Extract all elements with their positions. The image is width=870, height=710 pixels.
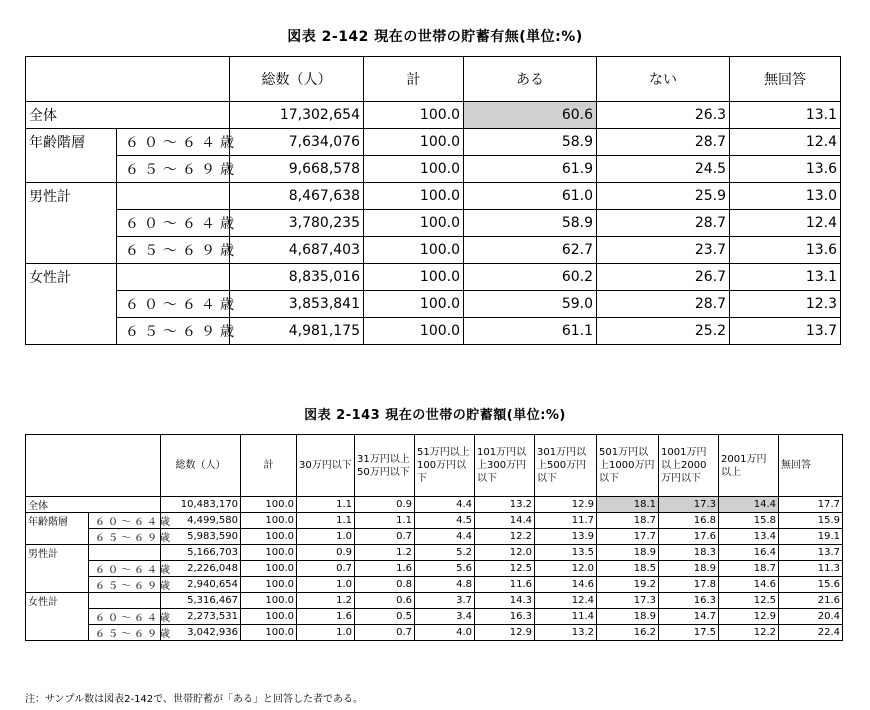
table-row bbox=[26, 609, 843, 625]
table-cell: 18.9 bbox=[659, 561, 719, 577]
row-group-label bbox=[26, 237, 117, 264]
table-row bbox=[26, 593, 843, 609]
table-cell: 61.9 bbox=[464, 156, 597, 183]
table-cell: 28.7 bbox=[597, 291, 730, 318]
table2-title: 図表 2-143 現在の世帯の貯蓄額(単位:%) bbox=[304, 408, 566, 423]
table-row bbox=[26, 102, 841, 129]
table-cell: 1.0 bbox=[297, 529, 355, 545]
column-header: 総数（人） bbox=[161, 435, 241, 497]
table-cell: 1.0 bbox=[297, 625, 355, 641]
table-cell: 12.2 bbox=[719, 625, 779, 641]
table-cell: 5,316,467 bbox=[161, 593, 241, 609]
table-cell: 17.7 bbox=[779, 497, 843, 513]
table-row bbox=[26, 577, 843, 593]
column-header: 101万円以上300万円以下 bbox=[475, 435, 535, 497]
table-cell: 100.0 bbox=[364, 102, 464, 129]
table-cell: 19.2 bbox=[597, 577, 659, 593]
table-cell: 14.4 bbox=[719, 497, 779, 513]
row-sub-label bbox=[89, 593, 161, 609]
table-row bbox=[26, 513, 843, 529]
row-sub-label: ６５～６９歳 bbox=[89, 577, 161, 593]
column-header: 無回答 bbox=[730, 57, 841, 102]
table-cell: 0.8 bbox=[355, 577, 415, 593]
table-row bbox=[26, 237, 841, 264]
table-cell: 3,780,235 bbox=[230, 210, 364, 237]
table-cell: 13.2 bbox=[535, 625, 597, 641]
table-cell: 17.5 bbox=[659, 625, 719, 641]
row-group-label bbox=[26, 577, 89, 593]
footnote: 注：サンプル数は図表2-142で、世帯貯蓄が「ある」と回答した者である。 bbox=[25, 694, 363, 705]
row-group-label: 年齢階層 bbox=[26, 129, 117, 156]
table-cell: 13.5 bbox=[535, 545, 597, 561]
row-group-label: 女性計 bbox=[26, 593, 89, 609]
table-cell: 0.5 bbox=[355, 609, 415, 625]
column-header: 51万円以上100万円以下 bbox=[415, 435, 475, 497]
header-corner bbox=[26, 435, 161, 497]
table-cell: 13.4 bbox=[719, 529, 779, 545]
column-header: 1001万円以上2000万円以下 bbox=[659, 435, 719, 497]
table-cell: 8,835,016 bbox=[230, 264, 364, 291]
table-cell: 12.4 bbox=[730, 210, 841, 237]
table-row bbox=[26, 497, 843, 513]
column-header: 計 bbox=[364, 57, 464, 102]
table-cell: 18.7 bbox=[597, 513, 659, 529]
row-group-label bbox=[26, 625, 89, 641]
table-cell: 100.0 bbox=[241, 497, 297, 513]
table-cell: 5.6 bbox=[415, 561, 475, 577]
table-cell: 3,853,841 bbox=[230, 291, 364, 318]
table-row bbox=[26, 545, 843, 561]
table-cell: 100.0 bbox=[241, 545, 297, 561]
table-row bbox=[26, 264, 841, 291]
table-cell: 1.1 bbox=[355, 513, 415, 529]
table-cell: 13.1 bbox=[730, 102, 841, 129]
table-cell: 13.9 bbox=[535, 529, 597, 545]
table-cell: 14.4 bbox=[475, 513, 535, 529]
table-cell: 19.1 bbox=[779, 529, 843, 545]
table-cell: 16.8 bbox=[659, 513, 719, 529]
table-row bbox=[26, 529, 843, 545]
table-cell: 100.0 bbox=[241, 609, 297, 625]
table-cell: 21.6 bbox=[779, 593, 843, 609]
table-cell: 14.6 bbox=[535, 577, 597, 593]
table-cell: 13.7 bbox=[730, 318, 841, 345]
table-cell: 16.3 bbox=[475, 609, 535, 625]
table-cell: 4,687,403 bbox=[230, 237, 364, 264]
table-cell: 12.5 bbox=[719, 593, 779, 609]
table-cell: 10,483,170 bbox=[161, 497, 241, 513]
row-group-label: 女性計 bbox=[26, 264, 117, 291]
table-cell: 0.7 bbox=[355, 625, 415, 641]
table-cell: 14.6 bbox=[719, 577, 779, 593]
table-cell: 61.0 bbox=[464, 183, 597, 210]
table-cell: 14.7 bbox=[659, 609, 719, 625]
table-cell: 15.9 bbox=[779, 513, 843, 529]
table-cell: 18.5 bbox=[597, 561, 659, 577]
table-cell: 16.3 bbox=[659, 593, 719, 609]
table-cell: 4,981,175 bbox=[230, 318, 364, 345]
table-cell: 58.9 bbox=[464, 129, 597, 156]
header-corner bbox=[26, 57, 230, 102]
table-cell: 100.0 bbox=[364, 291, 464, 318]
table-cell: 12.4 bbox=[535, 593, 597, 609]
table-cell: 13.0 bbox=[730, 183, 841, 210]
table-cell: 12.9 bbox=[475, 625, 535, 641]
table-cell: 100.0 bbox=[364, 237, 464, 264]
table-cell: 15.6 bbox=[779, 577, 843, 593]
row-sub-label: ６０～６４歳 bbox=[89, 561, 161, 577]
table-cell: 1.1 bbox=[297, 497, 355, 513]
row-group-label: 男性計 bbox=[26, 183, 117, 210]
column-header: 計 bbox=[241, 435, 297, 497]
row-group-label bbox=[26, 156, 117, 183]
row-sub-label bbox=[117, 183, 230, 210]
table-cell: 100.0 bbox=[364, 318, 464, 345]
table-cell: 26.3 bbox=[597, 102, 730, 129]
table-cell: 61.1 bbox=[464, 318, 597, 345]
table-cell: 11.3 bbox=[779, 561, 843, 577]
column-header: 無回答 bbox=[779, 435, 843, 497]
row-sub-label: ６５～６９歳 bbox=[117, 318, 230, 345]
column-header: 総数（人） bbox=[230, 57, 364, 102]
table-cell: 12.0 bbox=[535, 561, 597, 577]
table-cell: 100.0 bbox=[364, 264, 464, 291]
table-cell: 14.3 bbox=[475, 593, 535, 609]
table-cell: 4,499,580 bbox=[161, 513, 241, 529]
table-cell: 18.7 bbox=[719, 561, 779, 577]
table-cell: 24.5 bbox=[597, 156, 730, 183]
table-cell: 0.7 bbox=[355, 529, 415, 545]
table-cell: 100.0 bbox=[241, 593, 297, 609]
column-header: ある bbox=[464, 57, 597, 102]
table-cell: 1.1 bbox=[297, 513, 355, 529]
table-cell: 13.7 bbox=[779, 545, 843, 561]
row-sub-label: ６０～６４歳 bbox=[89, 609, 161, 625]
table-cell: 13.6 bbox=[730, 156, 841, 183]
table-cell: 16.4 bbox=[719, 545, 779, 561]
row-sub-label: ６０～６４歳 bbox=[89, 513, 161, 529]
column-header: ない bbox=[597, 57, 730, 102]
table-cell: 58.9 bbox=[464, 210, 597, 237]
table-cell: 13.1 bbox=[730, 264, 841, 291]
table-cell: 100.0 bbox=[241, 513, 297, 529]
table-cell: 1.6 bbox=[355, 561, 415, 577]
table-cell: 1.6 bbox=[297, 609, 355, 625]
table-cell: 3.7 bbox=[415, 593, 475, 609]
table-cell: 12.9 bbox=[535, 497, 597, 513]
row-group-label bbox=[26, 529, 89, 545]
table-cell: 17.3 bbox=[659, 497, 719, 513]
row-sub-label: ６０～６４歳 bbox=[117, 210, 230, 237]
row-group-label: 男性計 bbox=[26, 545, 89, 561]
row-sub-label: ６５～６９歳 bbox=[89, 625, 161, 641]
table-cell: 11.6 bbox=[475, 577, 535, 593]
table-cell: 2,940,654 bbox=[161, 577, 241, 593]
table-cell: 62.7 bbox=[464, 237, 597, 264]
table-cell: 17.7 bbox=[597, 529, 659, 545]
table-row bbox=[26, 625, 843, 641]
table-cell: 4.5 bbox=[415, 513, 475, 529]
table-cell: 3.4 bbox=[415, 609, 475, 625]
table-cell: 4.8 bbox=[415, 577, 475, 593]
table-row bbox=[26, 156, 841, 183]
table-cell: 12.0 bbox=[475, 545, 535, 561]
table-cell: 26.7 bbox=[597, 264, 730, 291]
table-cell: 4.4 bbox=[415, 529, 475, 545]
table-cell: 18.9 bbox=[597, 545, 659, 561]
table-cell: 100.0 bbox=[364, 210, 464, 237]
row-group-label: 全体 bbox=[26, 102, 230, 129]
row-group-label bbox=[26, 210, 117, 237]
table-cell: 13.6 bbox=[730, 237, 841, 264]
column-header: 31万円以上50万円以下 bbox=[355, 435, 415, 497]
row-sub-label: ６５～６９歳 bbox=[117, 237, 230, 264]
row-group-label bbox=[26, 561, 89, 577]
table-cell: 7,634,076 bbox=[230, 129, 364, 156]
column-header: 30万円以下 bbox=[297, 435, 355, 497]
table-cell: 4.0 bbox=[415, 625, 475, 641]
savings-presence-table bbox=[25, 56, 841, 345]
table-cell: 2,273,531 bbox=[161, 609, 241, 625]
row-sub-label bbox=[89, 545, 161, 561]
table-cell: 13.2 bbox=[475, 497, 535, 513]
table-cell: 3,042,936 bbox=[161, 625, 241, 641]
table-cell: 59.0 bbox=[464, 291, 597, 318]
header-row bbox=[26, 435, 843, 497]
table-cell: 16.2 bbox=[597, 625, 659, 641]
table-cell: 12.4 bbox=[730, 129, 841, 156]
row-group-label: 全体 bbox=[26, 497, 161, 513]
table-cell: 22.4 bbox=[779, 625, 843, 641]
table-row bbox=[26, 183, 841, 210]
table-cell: 0.7 bbox=[297, 561, 355, 577]
table1-title: 図表 2-142 現在の世帯の貯蓄有無(単位:%) bbox=[287, 29, 583, 45]
row-group-label: 年齢階層 bbox=[26, 513, 89, 529]
table-row bbox=[26, 210, 841, 237]
table-cell: 100.0 bbox=[241, 625, 297, 641]
table-cell: 5.2 bbox=[415, 545, 475, 561]
table-row bbox=[26, 291, 841, 318]
column-header: 2001万円以上 bbox=[719, 435, 779, 497]
table-cell: 0.9 bbox=[355, 497, 415, 513]
table-cell: 1.0 bbox=[297, 577, 355, 593]
row-sub-label: ６０～６４歳 bbox=[117, 129, 230, 156]
table-cell: 60.6 bbox=[464, 102, 597, 129]
row-sub-label: ６０～６４歳 bbox=[117, 291, 230, 318]
table-cell: 60.2 bbox=[464, 264, 597, 291]
table-cell: 100.0 bbox=[364, 156, 464, 183]
table-cell: 25.9 bbox=[597, 183, 730, 210]
table-cell: 18.1 bbox=[597, 497, 659, 513]
column-header: 501万円以上1000万円以下 bbox=[597, 435, 659, 497]
table-cell: 11.4 bbox=[535, 609, 597, 625]
table-cell: 5,983,590 bbox=[161, 529, 241, 545]
table-cell: 100.0 bbox=[241, 529, 297, 545]
table-cell: 20.4 bbox=[779, 609, 843, 625]
table-cell: 100.0 bbox=[364, 129, 464, 156]
table-row bbox=[26, 318, 841, 345]
table-cell: 100.0 bbox=[241, 561, 297, 577]
table-cell: 1.2 bbox=[297, 593, 355, 609]
table-row bbox=[26, 129, 841, 156]
row-sub-label bbox=[117, 264, 230, 291]
table-cell: 1.2 bbox=[355, 545, 415, 561]
table-cell: 25.2 bbox=[597, 318, 730, 345]
row-group-label bbox=[26, 291, 117, 318]
table-cell: 2,226,048 bbox=[161, 561, 241, 577]
table-cell: 18.9 bbox=[597, 609, 659, 625]
table-cell: 8,467,638 bbox=[230, 183, 364, 210]
header-row bbox=[26, 57, 841, 102]
table-cell: 100.0 bbox=[364, 183, 464, 210]
table-cell: 12.5 bbox=[475, 561, 535, 577]
column-header: 301万円以上500万円以下 bbox=[535, 435, 597, 497]
table-cell: 100.0 bbox=[241, 577, 297, 593]
table-cell: 12.2 bbox=[475, 529, 535, 545]
row-sub-label: ６５～６９歳 bbox=[117, 156, 230, 183]
savings-amount-table bbox=[25, 434, 843, 641]
row-group-label bbox=[26, 318, 117, 345]
table-cell: 17.3 bbox=[597, 593, 659, 609]
table-cell: 17.6 bbox=[659, 529, 719, 545]
table-cell: 11.7 bbox=[535, 513, 597, 529]
table-cell: 28.7 bbox=[597, 129, 730, 156]
row-group-label bbox=[26, 609, 89, 625]
table-cell: 0.9 bbox=[297, 545, 355, 561]
table-cell: 0.6 bbox=[355, 593, 415, 609]
table-cell: 12.9 bbox=[719, 609, 779, 625]
table-cell: 17,302,654 bbox=[230, 102, 364, 129]
row-sub-label: ６５～６９歳 bbox=[89, 529, 161, 545]
table-cell: 9,668,578 bbox=[230, 156, 364, 183]
table-row bbox=[26, 561, 843, 577]
table-cell: 23.7 bbox=[597, 237, 730, 264]
table-cell: 28.7 bbox=[597, 210, 730, 237]
table-cell: 17.8 bbox=[659, 577, 719, 593]
table-cell: 18.3 bbox=[659, 545, 719, 561]
table-cell: 4.4 bbox=[415, 497, 475, 513]
table-cell: 5,166,703 bbox=[161, 545, 241, 561]
table-cell: 15.8 bbox=[719, 513, 779, 529]
table-cell: 12.3 bbox=[730, 291, 841, 318]
